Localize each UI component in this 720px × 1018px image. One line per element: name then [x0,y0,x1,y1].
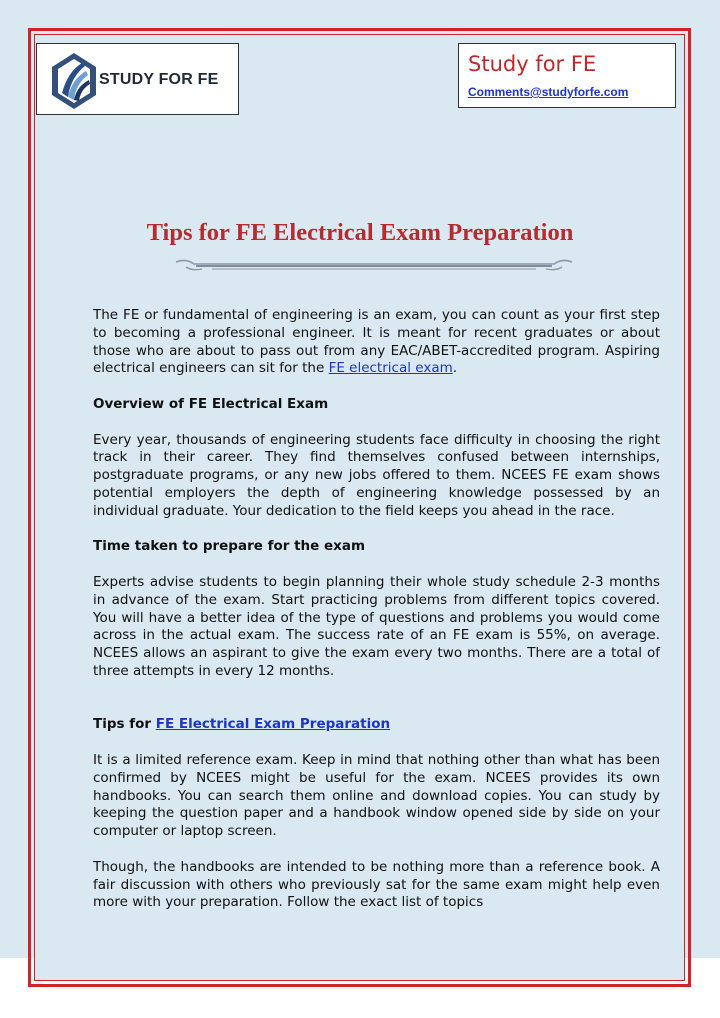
logo [36,43,239,115]
contact-name: Study for FE [468,52,597,76]
tips-paragraph-1: It is a limited reference exam. Keep in mind that nothing other than what has been confirmed by NCEES might be useful for the exam. NCEES provides its own handbooks. You can search them online and download copies. You can study by keeping the question paper and a handbook window opened side by side on your computer or laptop screen. [93,751,660,840]
overview-heading: Overview of FE Electrical Exam [93,395,329,412]
time-heading: Time taken to prepare for the exam [93,538,366,555]
logo-text: STUDY FOR FE [99,71,219,88]
fe-electrical-exam-link[interactable]: FE electrical exam [328,360,453,377]
tips-paragraph-2: Though, the handbooks are intended to be nothing more than a reference book. A fair discussion with others who previously sat for the same exam might help even more with your preparation. Follow the exact list of topics [93,858,660,911]
overview-paragraph: Every year, thousands of engineering students face difficulty in choosing the right track in their career. They find themselves confused between internships, postgraduate programs, or any new jobs offered to them. NCEES FE exam shows potential employers the depth of engineering knowledge possessed by an individual graduate. Your dedication to the field keeps you ahead in the race. [93,431,660,519]
contact-box [458,43,676,108]
logo-emblem-icon [52,53,96,109]
contact-email-link[interactable]: Comments@studyforfe.com [468,85,629,99]
intro-end: . [452,360,458,377]
tips-heading-prefix: Tips for [93,716,156,733]
document-title: Tips for FE Electrical Exam Preparation [146,219,574,246]
intro-paragraph [93,307,660,378]
intro-text: The FE or fundamental of engineering is an exam, you can count as your first step to becoming a professional engineer. It is meant for recent graduates or about those who are about to pass out from any EAC/ABET-accredited program. Aspiring electrical engineers can sit for the [93,307,660,377]
title-divider-ornament [172,256,576,274]
article-body [93,307,660,912]
fe-electrical-exam-preparation-link[interactable]: FE Electrical Exam Preparation [155,716,391,733]
time-paragraph: Experts advise students to begin planning their whole study schedule 2-3 months in advance of the exam. Start practicing problems from different topics covered. You will have a better idea of the type of questions and problems you would come across in the actual exam. The success rate of an FE exam is 55%, on average. NCEES allows an aspirant to give the exam every two months. There are a total of three attempts in every 12 months. [93,573,660,679]
tips-heading [93,716,660,734]
